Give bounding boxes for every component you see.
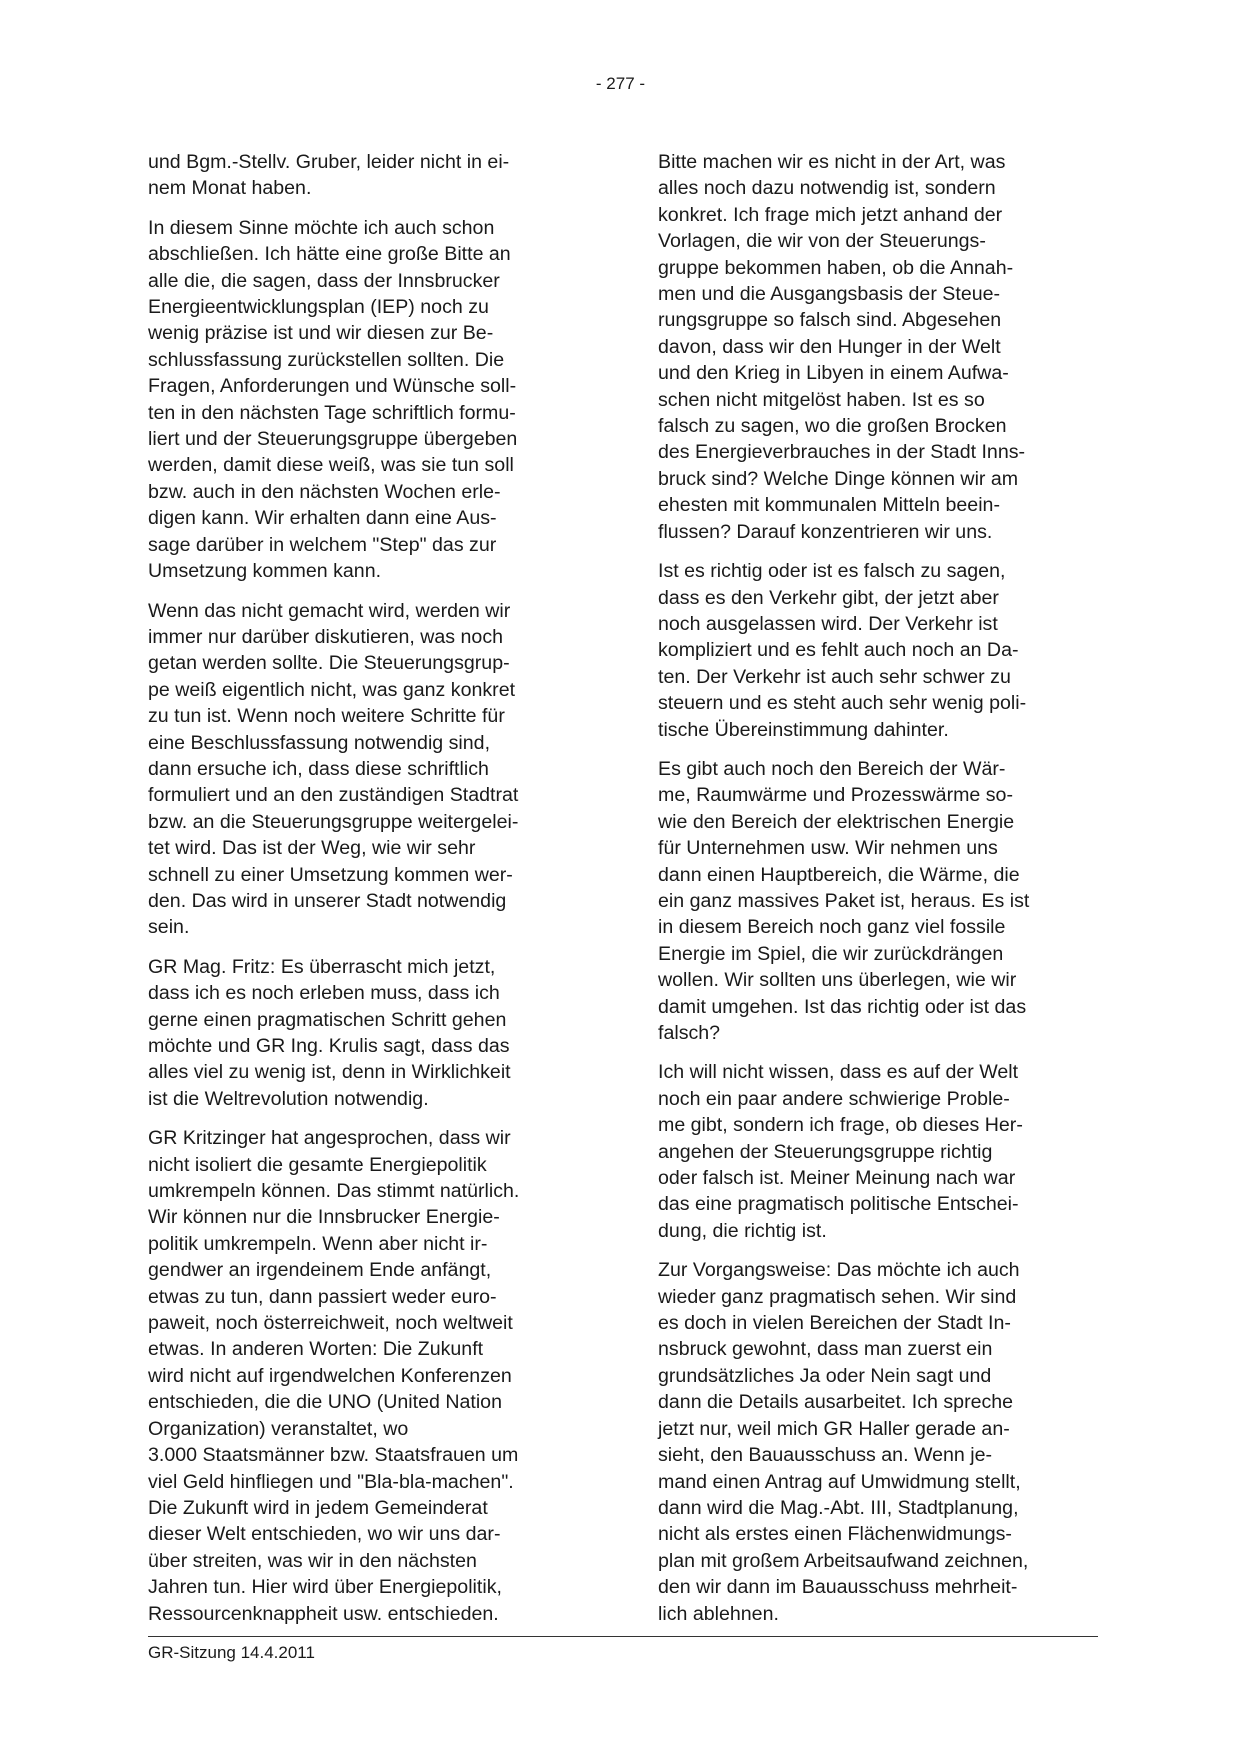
paragraph: Wenn das nicht gemacht wird, werden wir immer nur darüber diskutieren, was noch getan werden sollte. Die Steuerungsgrup- pe weiß eigentlich nicht, was ganz konkret zu tun ist. Wenn noch weitere Schritte für eine Beschlussfassung notwendig sind, dann ersuche ich, dass diese schriftlich formuliert und an den zuständigen Stadtrat bzw. an die Steuerungsgruppe weitergelei- tet wird. Das ist der Weg, wie wir sehr schnell zu einer Umsetzung kommen wer- den. Das wird in unserer Stadt notwendig sein.: [148, 599, 519, 939]
paragraph: GR Kritzinger hat angesprochen, dass wir nicht isoliert die gesamte Energiepolitik umkrempeln können. Das stimmt natürlich. Wir können nur die Innsbrucker Energie- politik umkrempeln. Wenn aber nicht ir- gendwer an irgendeinem Ende anfängt, etwas zu tun, dann passiert weder euro- paweit, noch österreichweit, noch weltweit etwas. In anderen Worten: Die Zukunft wird nicht auf irgendwelchen Konferenzen entschieden, die die UNO (United Nation Organization) veranstaltet, wo 3.000 Staatsmänner bzw. Staatsfrauen um viel Geld hinfliegen und "Bla-bla-machen". Die Zukunft wird in jedem Gemeinderat dieser Welt entschieden, wo wir uns dar- über streiten, was wir in den nächsten Jahren tun. Hier wird über Energiepolitik, Ressourcenknappheit usw. entschieden.: [148, 1127, 520, 1625]
paragraph: Es gibt auch noch den Bereich der Wär- me, Raumwärme und Prozesswärme so- wie den Bereich der elektrischen Energie für Unternehmen usw. Wir nehmen uns dann einen Hauptbereich, die Wärme, die ein ganz massives Paket ist, heraus. Es ist in diesem Bereich noch ganz viel fossile Energie im Spiel, die wir zurückdrängen wollen. Wir sollten uns überlegen, wie wir damit umgehen. Ist das richtig oder ist das falsch?: [658, 757, 1030, 1044]
page-number: - 277 -: [595, 74, 646, 93]
right-text-column: [658, 149, 1098, 1640]
paragraph: Zur Vorgangsweise: Das möchte ich auch wieder ganz pragmatisch sehen. Wir sind es doch in vielen Bereichen der Stadt In- nsbruck gewohnt, dass man zuerst ein grundsätzliches Ja oder Nein sagt und dann die Details ausarbeitet. Ich spreche jetzt nur, weil mich GR Haller gerade an- sieht, den Bauausschuss an. Wenn je- mand einen Antrag auf Umwidmung stellt, dann wird die Mag.-Abt. III, Stadtplanung, nicht als erstes einen Flächenwidmungs- plan mit großem Arbeitsaufwand zeichnen, den wir dann im Bauausschuss mehrheit- lich ablehnen.: [658, 1259, 1029, 1625]
speaker-paragraph: GR Mag. Fritz: Es überrascht mich jetzt, dass ich es noch erleben muss, dass ich gerne einen pragmatischen Schritt gehen möchte und GR Ing. Krulis sagt, dass das alles viel zu wenig ist, denn in Wirklichkeit ist die Weltrevolution notwendig.: [148, 955, 511, 1110]
footer-divider: [148, 1636, 1098, 1637]
paragraph: Ich will nicht wissen, dass es auf der Welt noch ein paar andere schwierige Proble- me gibt, sondern ich frage, ob dieses Her- angehen der Steuerungsgruppe richtig oder falsch ist. Meiner Meinung nach war das eine pragmatisch politische Entschei- dung, die richtig ist.: [658, 1061, 1023, 1242]
paragraph: Bitte machen wir es nicht in der Art, was alles noch dazu notwendig ist, sondern konkret. Ich frage mich jetzt anhand der Vorlagen, die wir von der Steuerungs- gruppe bekommen haben, ob die Annah- men und die Ausgangsbasis der Steue- rungsgruppe so falsch sind. Abgesehen davon, dass wir den Hunger in der Welt und den Krieg in Libyen in einem Aufwa- schen nicht mitgelöst haben. Ist es so falsch zu sagen, wo die großen Brocken des Energieverbrauches in der Stadt Inns- bruck sind? Welche Dinge können wir am ehesten mit kommunalen Mitteln beein- flussen? Darauf konzentrieren wir uns.: [658, 151, 1026, 543]
paragraph: Ist es richtig oder ist es falsch zu sagen, dass es den Verkehr gibt, der jetzt aber noch ausgelassen wird. Der Verkehr ist kompliziert und es fehlt auch noch an Da- ten. Der Verkehr ist auch sehr schwer zu steuern und es steht auch sehr wenig poli- tische Übereinstimmung dahinter.: [658, 560, 1027, 741]
left-text-column: [148, 149, 588, 1640]
paragraph: und Bgm.-Stellv. Gruber, leider nicht in ei- nem Monat haben.: [148, 151, 510, 200]
paragraph: In diesem Sinne möchte ich auch schon abschließen. Ich hätte eine große Bitte an alle die, die sagen, dass der Innsbrucker Energieentwicklungsplan (IEP) noch zu wenig präzise ist und wir diesen zur Be- schlussfassung zurückstellen sollten. Die Fragen, Anforderungen und Wünsche soll- ten in den nächsten Tage schriftlich formu- liert und der Steuerungsgruppe übergeben werden, damit diese weiß, was sie tun soll bzw. auch in den nächsten Wochen erle- digen kann. Wir erhalten dann eine Aus- sage darüber in welchem "Step" das zur Umsetzung kommen kann.: [148, 216, 518, 583]
footer-session-date: GR-Sitzung 14.4.2011: [148, 1643, 315, 1662]
